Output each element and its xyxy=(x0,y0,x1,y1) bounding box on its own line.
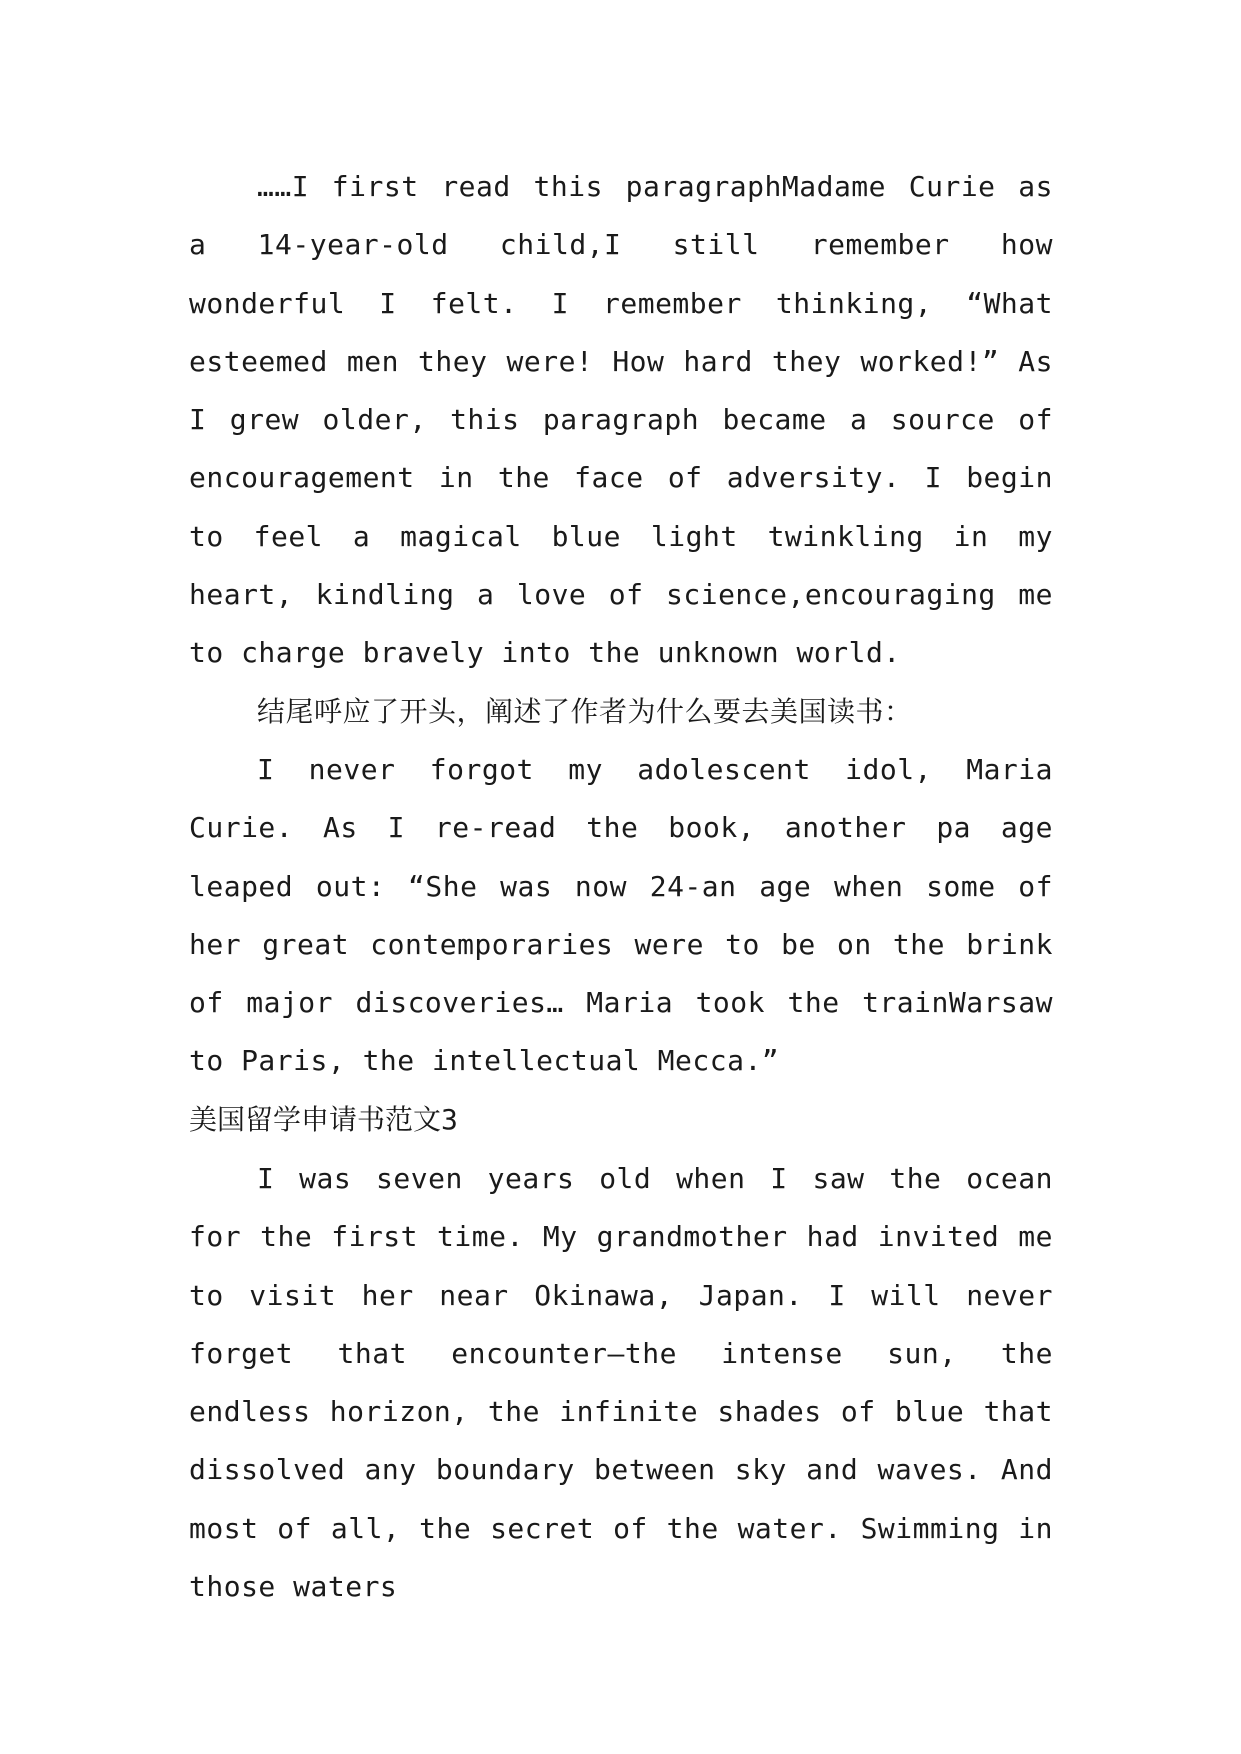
body-paragraph-commentary xyxy=(189,683,1053,741)
paragraph-text: ……I first read this paragraphMadame Curie as a 14-year-old child,I still remember how wonderful I felt. I remember thinking, “What esteemed men they were! How hard they worked!” As I grew older, this paragraph became a source of encouragement in the face of adversity. I begin to feel a magical blue light twinkling in my heart, kindling a love of science,encouraging me to charge bravely into the unknown world. xyxy=(189,170,1053,670)
body-paragraph-curie-memory xyxy=(189,158,1053,683)
paragraph-text: I was seven years old when I saw the ocean for the first time. My grandmother had invited me to visit her near Okinawa, Japan. I will never forget that encounter—the intense sun, the endless horizon, the infinite shades of blue that dissolved any boundary between sky and waves. And most of all, the secret of the water. Swimming in those waters xyxy=(189,1162,1053,1604)
body-paragraph-curie-quote xyxy=(189,741,1053,1091)
section-heading: 美国留学申请书范文3 xyxy=(189,1103,458,1136)
paragraph-text: I never forgot my adolescent idol, Maria Curie. As I re-read the book, another pa age leaped out: “She was now 24-an age when some of her great contemporaries were to be on the brink of major discoveries… Maria took the trainWarsaw to Paris, the intellectual Mecca.” xyxy=(189,753,1053,1078)
body-paragraph-ocean xyxy=(189,1150,1053,1616)
paragraph-text: 结尾呼应了开头，阐述了作者为什么要去美国读书： xyxy=(257,695,913,728)
